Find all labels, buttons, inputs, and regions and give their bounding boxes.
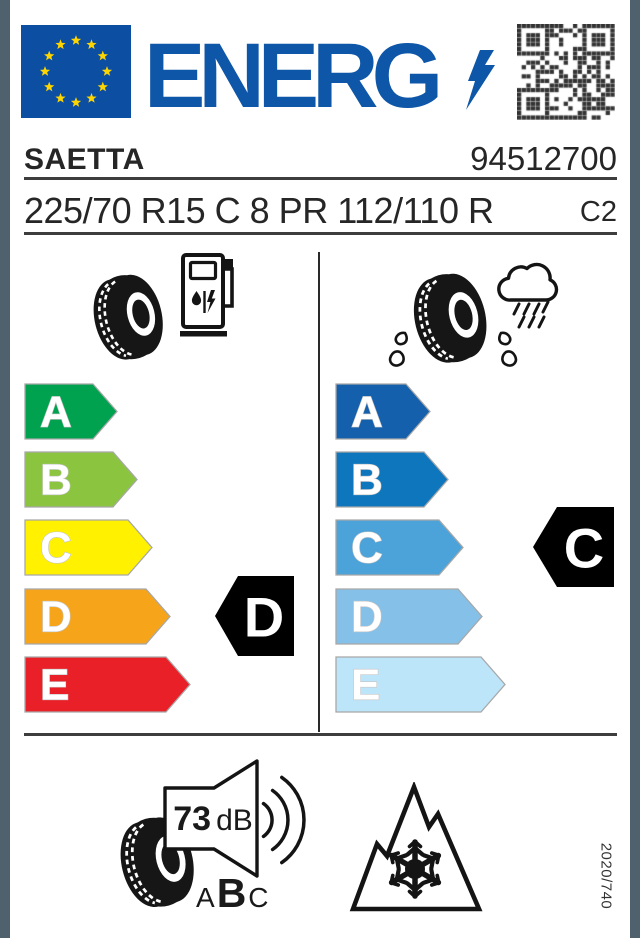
scale-letter: A (351, 387, 383, 437)
scale-letter: B (351, 455, 383, 505)
energ-logo-text: ENERG (144, 25, 437, 127)
scale-letter: B (40, 455, 72, 505)
wet-grip-arrow-C (335, 519, 466, 576)
fuel-efficiency-rating-indicator (215, 576, 295, 656)
eu-flag-icon (21, 25, 131, 118)
fuel-efficiency-arrow-C (24, 519, 155, 576)
lightning-bolt-icon (464, 50, 504, 112)
rain-cloud-icon (490, 250, 566, 332)
noise-class-b: B (216, 870, 247, 916)
wet-grip-rating-indicator (533, 507, 615, 587)
fuel-pump-icon (180, 252, 236, 340)
noise-class-c: C (248, 882, 269, 913)
tire-icon-fuel (88, 266, 170, 368)
wet-grip-rating-letter: C (563, 516, 605, 580)
scale-letter: D (351, 592, 383, 642)
brand-name: SAETTA (24, 143, 145, 176)
article-number: 94512700 (470, 140, 617, 177)
water-splash-right-icon (494, 330, 520, 372)
scale-letter: C (40, 523, 72, 573)
tyre-class: C2 (579, 196, 617, 228)
scale-letter: A (40, 387, 72, 437)
wet-grip-arrow-D (335, 588, 485, 645)
divider-rule-3 (24, 733, 617, 736)
fuel-efficiency-arrow-E (24, 656, 193, 713)
scale-letter: E (40, 660, 70, 710)
scale-letter: D (40, 592, 72, 642)
noise-db-number: 73 (173, 800, 212, 838)
wet-grip-arrow-E (335, 656, 508, 713)
water-splash-left-icon (386, 330, 412, 372)
left-edge-strip (0, 0, 10, 938)
tyre-size-designation: 225/70 R15 C 8 PR 112/110 R (24, 190, 494, 231)
sound-waves-icon (238, 758, 328, 882)
snowflake-mountain-icon (348, 782, 484, 914)
fuel-efficiency-arrow-A (24, 383, 120, 440)
noise-db-unit: dB (216, 804, 253, 837)
noise-class-scale (196, 870, 269, 917)
divider-rule-1 (24, 177, 617, 180)
regulation-reference: 2020/740 (597, 842, 615, 910)
fuel-efficiency-arrow-B (24, 451, 140, 508)
wet-grip-arrow-B (335, 451, 451, 508)
fuel-rating-letter: D (243, 585, 285, 649)
fuel-efficiency-arrow-D (24, 588, 173, 645)
fuel-efficiency-scale (24, 383, 324, 713)
qr-code (517, 24, 615, 120)
noise-class-a: A (196, 882, 215, 913)
wet-grip-arrow-A (335, 383, 433, 440)
tire-icon-wet (408, 266, 494, 370)
scale-letter: E (351, 660, 381, 710)
scale-letter: C (351, 523, 383, 573)
divider-rule-2 (24, 232, 617, 235)
